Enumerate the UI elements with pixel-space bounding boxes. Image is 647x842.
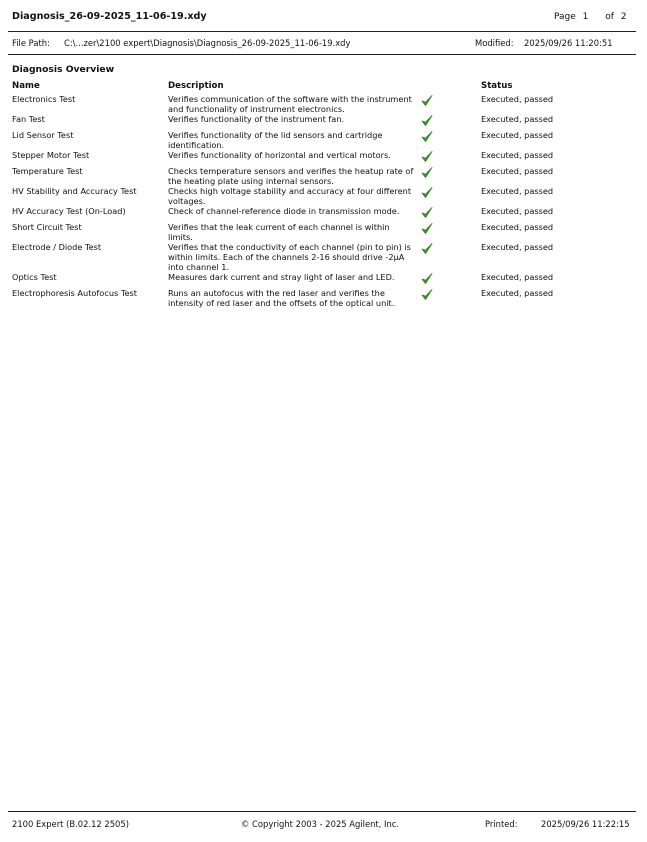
test-description: Verifies that the conductivity of each channel (pin to pin) is within limits. Each of the channels 2-16 should drive -2µA into channel 1. — [168, 242, 411, 272]
test-description: Runs an autofocus with the red laser and verifies the intensity of red laser and the offsets of the optical unit. — [168, 287, 395, 308]
header-rule — [8, 31, 636, 32]
test-status: Executed, passed — [481, 242, 554, 253]
table-row — [12, 273, 632, 289]
page-label: Page — [554, 12, 576, 22]
test-description: Verifies that the leak current of each channel is within limits. — [168, 222, 390, 242]
printed-label: Printed: — [485, 819, 518, 829]
file-path-value: C:\...zer\2100 expert\Diagnosis\Diagnosis_26-09-2025_11-06-19.xdy — [64, 38, 351, 48]
test-name: Temperature Test — [12, 166, 83, 177]
footer-rule — [8, 811, 636, 812]
test-name: Electrophoresis Autofocus Test — [12, 287, 138, 298]
test-description: Measures dark current and stray light of laser and LED. — [168, 271, 395, 282]
test-status: Executed, passed — [481, 271, 554, 282]
document-title: Diagnosis_26-09-2025_11-06-19.xdy — [12, 11, 207, 22]
green-check-icon — [421, 242, 433, 255]
table-row — [12, 289, 632, 309]
of-label: of — [605, 12, 614, 22]
green-check-icon — [421, 222, 433, 235]
test-status: Executed, passed — [481, 150, 554, 161]
green-check-icon — [421, 272, 433, 285]
test-status: Executed, passed — [481, 166, 554, 177]
test-description: Checks temperature sensors and verifies the heatup rate of the heating plate using internal sensors. — [168, 166, 414, 186]
modified-value: 2025/09/26 11:20:51 — [524, 38, 613, 48]
test-description: Check of channel-reference diode in transmission mode. — [168, 206, 400, 217]
test-name: Electronics Test — [12, 94, 76, 104]
page-indicator — [554, 12, 627, 22]
column-header-status: Status — [481, 81, 513, 91]
green-check-icon — [421, 288, 433, 301]
test-status: Executed, passed — [481, 113, 554, 124]
green-check-icon — [421, 150, 433, 163]
test-status: Executed, passed — [481, 186, 554, 197]
column-header-name: Name — [12, 81, 40, 91]
test-status: Executed, passed — [481, 94, 554, 104]
green-check-icon — [421, 130, 433, 143]
test-description: Verifies communication of the software with the instrument and functionality of instrument electronics. — [168, 94, 412, 114]
table-row — [12, 167, 632, 187]
green-check-icon — [421, 206, 433, 219]
printed-timestamp: 2025/09/26 11:22:15 — [541, 819, 630, 829]
diagnosis-table — [12, 95, 632, 309]
green-check-icon — [421, 166, 433, 179]
table-row — [12, 207, 632, 223]
table-row — [12, 95, 632, 115]
green-check-icon — [421, 186, 433, 199]
table-row — [12, 187, 632, 207]
test-description: Verifies functionality of the lid sensors and cartridge identification. — [168, 130, 383, 150]
page-number: 1 — [582, 12, 589, 22]
test-status: Executed, passed — [481, 130, 554, 141]
test-name: Optics Test — [12, 271, 57, 282]
software-version: 2100 Expert (B.02.12 2505) — [12, 819, 129, 829]
test-name: Fan Test — [12, 113, 45, 124]
section-title: Diagnosis Overview — [12, 64, 115, 75]
test-description: Verifies functionality of the instrument fan. — [168, 113, 345, 124]
test-status: Executed, passed — [481, 287, 554, 298]
test-name: Stepper Motor Test — [12, 150, 90, 161]
page-total: 2 — [620, 12, 627, 22]
test-name: HV Accuracy Test (On-Load) — [12, 206, 126, 217]
column-header-description: Description — [168, 81, 224, 91]
file-path-label: File Path: — [12, 38, 50, 48]
test-status: Executed, passed — [481, 222, 554, 233]
table-row — [12, 243, 632, 273]
test-name: Electrode / Diode Test — [12, 242, 102, 253]
green-check-icon — [421, 114, 433, 127]
test-name: HV Stability and Accuracy Test — [12, 186, 137, 197]
meta-rule — [8, 54, 636, 55]
modified-label: Modified: — [475, 38, 514, 48]
test-name: Lid Sensor Test — [12, 130, 74, 141]
test-description: Checks high voltage stability and accuracy at four different voltages. — [168, 186, 412, 206]
copyright-notice: © Copyright 2003 - 2025 Agilent, Inc. — [241, 819, 400, 829]
green-check-icon — [421, 94, 433, 107]
table-row — [12, 131, 632, 151]
table-row — [12, 115, 632, 131]
table-row — [12, 151, 632, 167]
test-status: Executed, passed — [481, 206, 554, 217]
test-description: Verifies functionality of horizontal and vertical motors. — [168, 150, 391, 161]
test-name: Short Circuit Test — [12, 222, 82, 233]
table-row — [12, 223, 632, 243]
